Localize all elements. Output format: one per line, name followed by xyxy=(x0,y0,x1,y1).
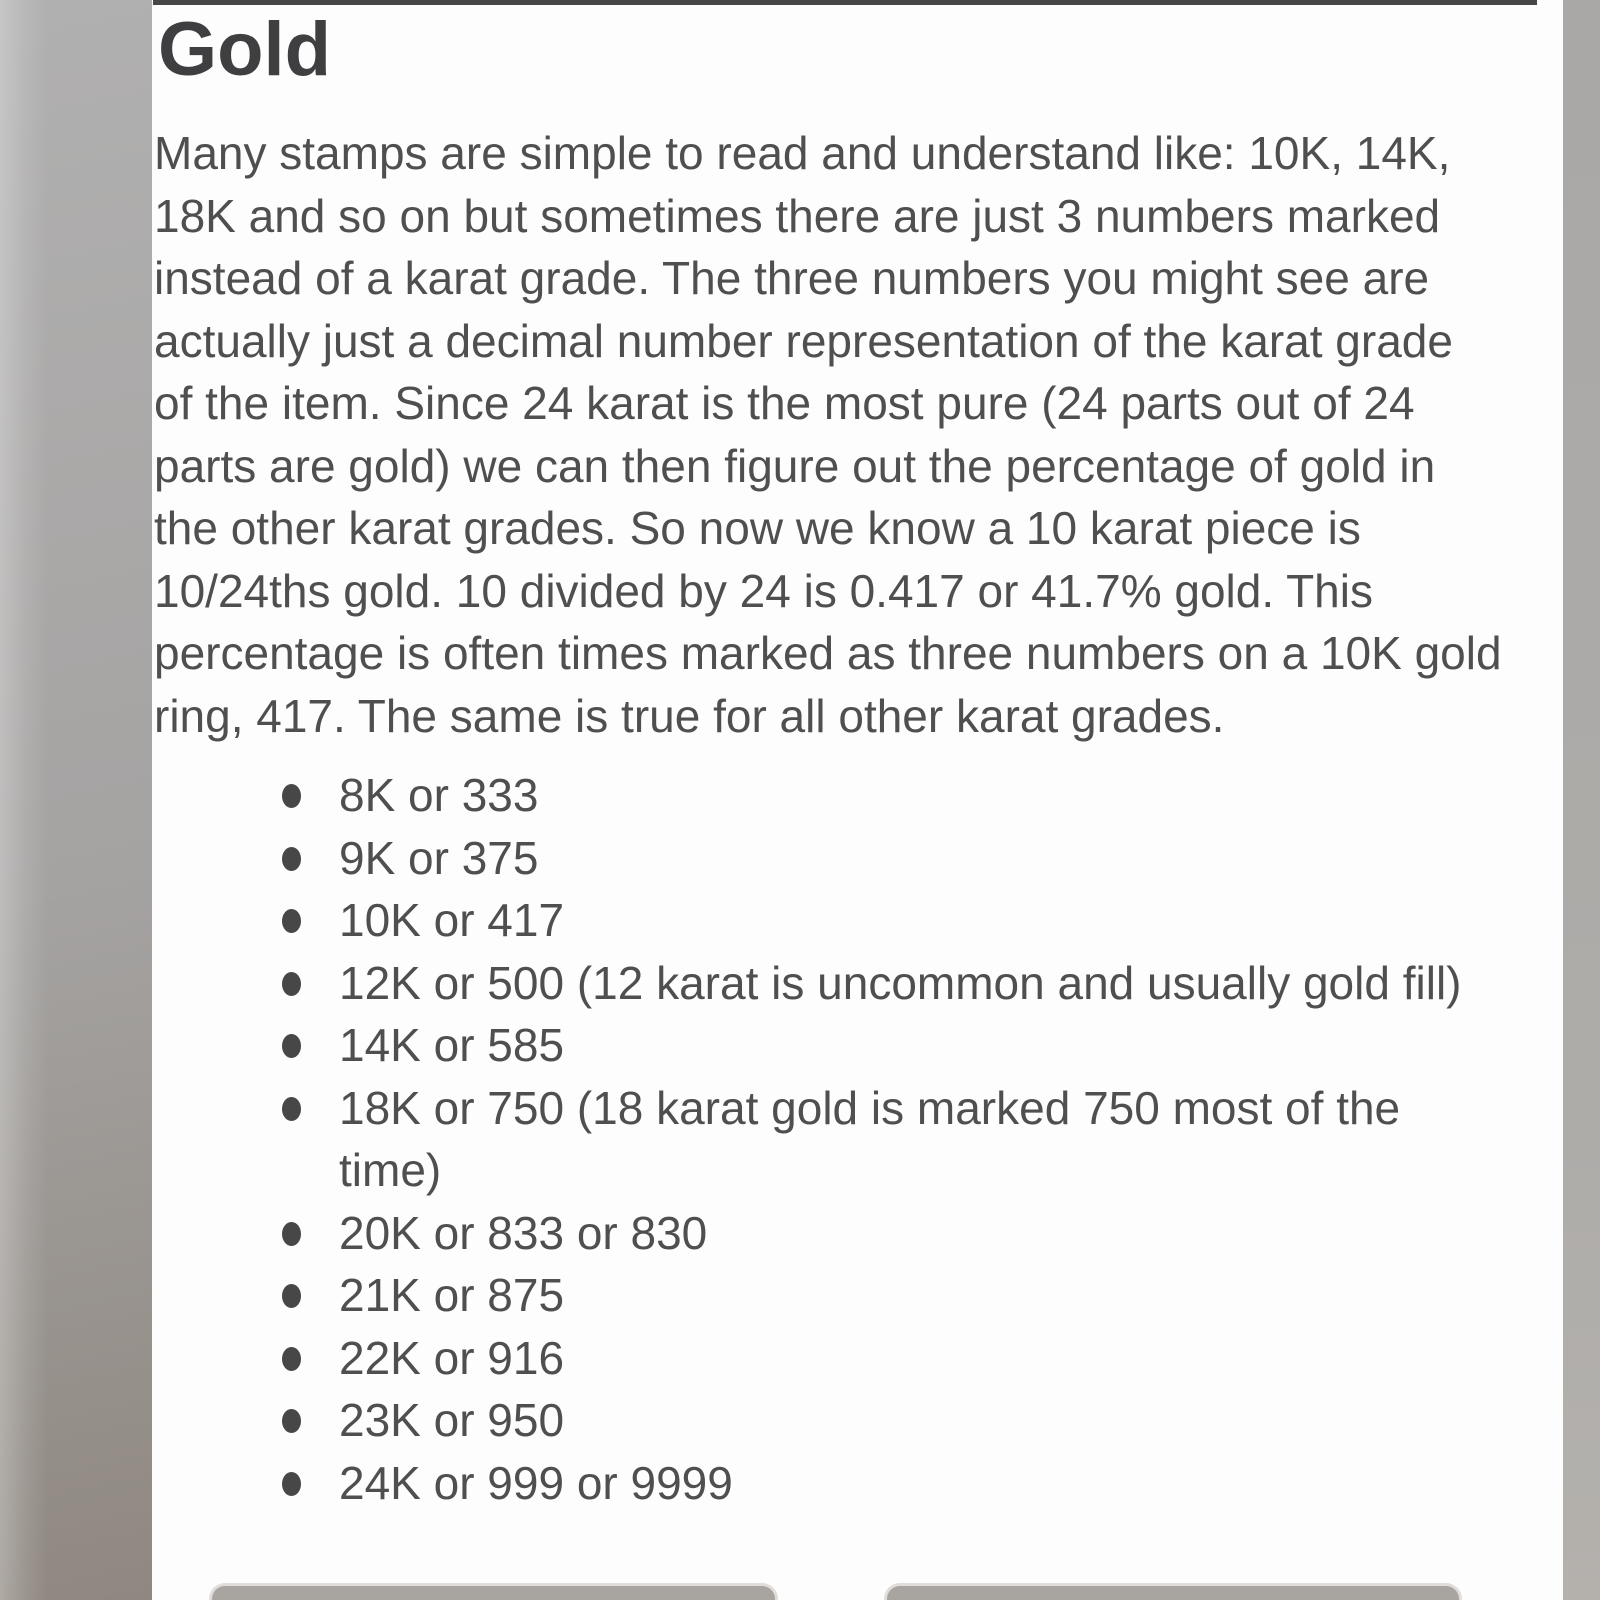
paragraph-line: Many stamps are simple to read and understand like: 10K, 14K, xyxy=(154,127,1451,179)
left-margin xyxy=(0,0,152,1600)
article xyxy=(152,0,1563,1600)
karat-list-item-line: 23K or 950 xyxy=(339,1394,565,1446)
paragraph-line: 10/24ths gold. 10 divided by 24 is 0.417 or 41.7% gold. This xyxy=(154,564,1373,617)
karat-list-item-line: 18K or 750 (18 karat gold is marked 750 most of the xyxy=(339,1081,1401,1134)
karat-list-item-line: 22K or 916 xyxy=(339,1331,565,1384)
bottom-cards-row xyxy=(152,1583,1563,1600)
karat-list-item xyxy=(154,1389,1563,1452)
karat-list-item-line: 12K or 500 (12 karat is uncommon and usually gold fill) xyxy=(339,956,1462,1009)
karat-list-item-text xyxy=(339,827,538,890)
karat-list-item-line: 9K or 375 xyxy=(339,831,539,884)
paragraph-line: percentage is often times marked as three numbers on a 10K gold xyxy=(154,627,1502,679)
bullet-icon xyxy=(282,1347,301,1371)
bullet-icon xyxy=(282,1097,301,1121)
karat-list-item xyxy=(154,827,1563,890)
bullet-icon xyxy=(282,1472,301,1496)
paragraph-line: of the item. Since 24 karat is the most pure (24 parts out of 24 xyxy=(154,377,1415,429)
karat-list-item-text xyxy=(339,952,1462,1015)
top-border-line xyxy=(153,0,1537,5)
karat-list-item-line: 14K or 585 xyxy=(339,1019,565,1071)
karat-list-item-line: 24K or 999 or 9999 xyxy=(339,1456,733,1509)
karat-list-item-text xyxy=(339,1389,564,1452)
karat-list-item xyxy=(154,1452,1563,1515)
karat-list-item-text xyxy=(339,1077,1400,1202)
bullet-icon xyxy=(282,847,301,871)
bullet-icon xyxy=(282,784,301,808)
paragraph-line: instead of a karat grade. The three numbers you might see are xyxy=(154,252,1430,304)
karat-list-item-line: 21K or 875 xyxy=(339,1269,565,1321)
right-margin xyxy=(1563,0,1600,1600)
karat-list-item-text xyxy=(339,1327,564,1390)
bullet-icon xyxy=(282,972,301,996)
paragraph-line: parts are gold) we can then figure out the percentage of gold in xyxy=(154,439,1436,492)
karat-list-item-line: 20K or 833 or 830 xyxy=(339,1206,708,1259)
paragraph-line: ring, 417. The same is true for all other karat grades. xyxy=(154,689,1225,742)
karat-list-item xyxy=(154,1202,1563,1265)
intro-paragraph xyxy=(154,122,1563,747)
paragraph-line: actually just a decimal number representation of the karat grade xyxy=(154,314,1453,367)
bottom-card-left[interactable] xyxy=(209,1583,778,1600)
bullet-icon xyxy=(282,1284,301,1308)
karat-list-item xyxy=(154,889,1563,952)
bullet-icon xyxy=(282,909,301,933)
karat-list-item-text xyxy=(339,1014,564,1077)
karat-list-item xyxy=(154,952,1563,1015)
bottom-card-right[interactable] xyxy=(884,1583,1462,1600)
bullet-icon xyxy=(282,1409,301,1433)
karat-list-item xyxy=(154,764,1563,827)
karat-list-item xyxy=(154,1327,1563,1390)
paragraph-line: 18K and so on but sometimes there are just 3 numbers marked xyxy=(154,189,1441,242)
bullet-icon xyxy=(282,1222,301,1246)
karat-list-item xyxy=(154,1014,1563,1077)
page-title: Gold xyxy=(158,7,332,92)
karat-list-item-text xyxy=(339,1202,707,1265)
karat-list-item-line: 8K or 333 xyxy=(339,769,539,821)
karat-list-item-text xyxy=(339,1452,733,1515)
karat-list-item-line: 10K or 417 xyxy=(339,894,565,946)
karat-list-item xyxy=(154,1264,1563,1327)
karat-list-item-text xyxy=(339,889,564,952)
bullet-icon xyxy=(282,1034,301,1058)
paragraph-line: the other karat grades. So now we know a 10 karat piece is xyxy=(154,502,1361,554)
karat-list-item-line: time) xyxy=(339,1144,442,1196)
karat-list-item-text xyxy=(339,1264,564,1327)
karat-list-item xyxy=(154,1077,1563,1202)
karat-list xyxy=(154,764,1563,1514)
karat-list-item-text xyxy=(339,764,538,827)
